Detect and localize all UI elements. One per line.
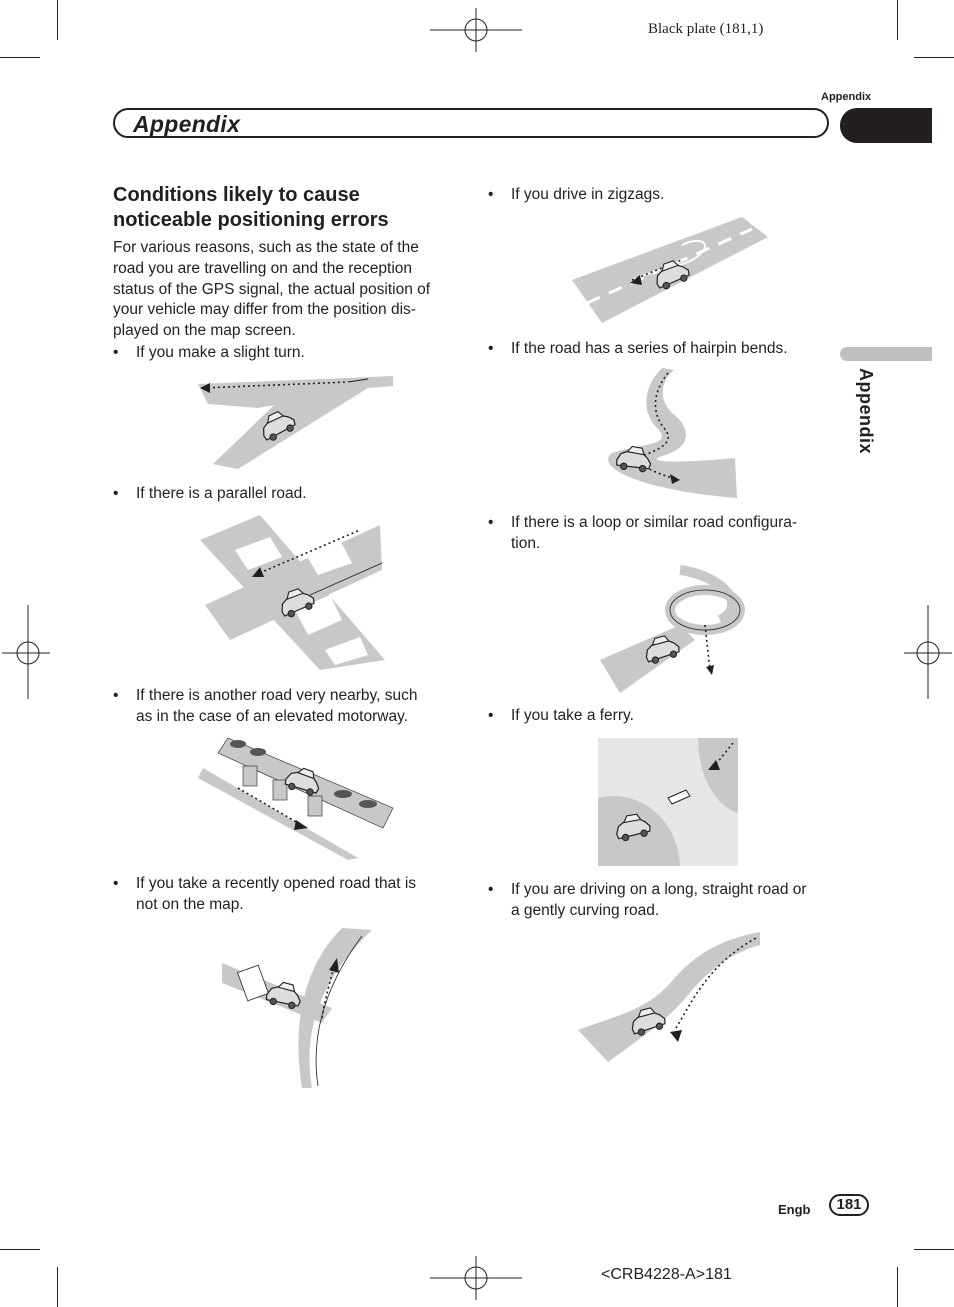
intro-paragraph [113, 238, 458, 342]
chapter-tab [840, 108, 932, 143]
bullet-text: If you make a slight turn. [136, 344, 305, 361]
bullet-dot: • [113, 875, 119, 892]
bullet-line: If you take a recently opened road that is [136, 875, 417, 892]
bullet-dot: • [113, 485, 119, 502]
bullet-dot: • [113, 344, 119, 361]
document-code: <CRB4228-A>181 [601, 1266, 732, 1283]
bullet-text: If you take a ferry. [511, 707, 634, 724]
crop-mark [914, 57, 954, 58]
registration-mark-top [430, 8, 525, 53]
loop-illustration [600, 565, 745, 693]
new-road-illustration [222, 928, 372, 1088]
bullet-line: If there is another road very nearby, such [136, 687, 418, 704]
ferry-illustration [598, 738, 738, 866]
crop-mark [0, 1249, 40, 1250]
intro-line: your vehicle may differ from the position dis- [113, 301, 416, 319]
bullet-dot: • [488, 340, 494, 357]
bullet-dot: • [488, 881, 494, 898]
running-header: Appendix [821, 91, 872, 103]
bullet-line: not on the map. [136, 896, 244, 913]
bullet-parallel-road [113, 483, 453, 505]
bullet-text: If the road has a series of hairpin bends. [511, 340, 788, 357]
bullet-line: a gently curving road. [511, 902, 660, 919]
bullet-dot: • [488, 514, 494, 531]
bullet-straight-road [488, 879, 833, 923]
bullet-loop [488, 512, 833, 556]
chapter-title: Appendix [133, 111, 241, 137]
bullet-text [136, 685, 417, 727]
bullet-text [511, 512, 797, 554]
straight-road-illustration [578, 930, 763, 1065]
registration-mark-bottom [430, 1256, 525, 1301]
language-code: Engb [778, 1202, 811, 1217]
bullet-dot: • [113, 687, 119, 704]
crop-mark [897, 1267, 898, 1307]
crop-mark [0, 57, 40, 58]
bullet-text [136, 873, 416, 915]
intro-line: status of the GPS signal, the actual position of [113, 280, 431, 298]
registration-mark-right [902, 605, 952, 700]
bullet-slight-turn [113, 342, 453, 364]
crop-mark [57, 0, 58, 40]
bullet-new-road [113, 873, 453, 917]
page-number: 181 [829, 1194, 869, 1216]
intro-line: road you are travelling on and the reception [113, 259, 413, 277]
bullet-line: tion. [511, 535, 541, 552]
crop-mark [897, 0, 898, 40]
heading-line: noticeable positioning errors [113, 209, 389, 231]
bullet-line: If there is a loop or similar road configura- [511, 514, 798, 531]
side-tab-label: Appendix [856, 368, 876, 455]
intro-line: played on the map screen. [113, 322, 296, 340]
slight-turn-illustration [198, 374, 398, 472]
bullet-line: If you are driving on a long, straight road or [511, 881, 807, 898]
bullet-ferry [488, 705, 833, 727]
bullet-dot: • [488, 186, 494, 203]
bullet-text: If you drive in zigzags. [511, 186, 665, 203]
bullet-line: as in the case of an elevated motorway. [136, 708, 408, 725]
bullet-text [511, 879, 807, 921]
crop-mark [914, 1249, 954, 1250]
parallel-road-illustration [200, 515, 385, 670]
elevated-road-illustration [198, 738, 398, 860]
bullet-elevated-road [113, 685, 453, 729]
side-tab-marker [840, 347, 932, 361]
chapter-banner [113, 108, 829, 138]
hairpin-illustration [602, 368, 742, 503]
plate-label: Black plate (181,1) [648, 21, 764, 37]
bullet-dot: • [488, 707, 494, 724]
heading-line: Conditions likely to cause [113, 184, 360, 206]
intro-line: For various reasons, such as the state of the [113, 239, 419, 256]
section-heading [113, 183, 473, 233]
bullet-zigzag [488, 184, 833, 206]
zigzag-illustration [572, 215, 772, 325]
registration-mark-left [2, 605, 52, 700]
bullet-text: If there is a parallel road. [136, 485, 307, 502]
bullet-hairpin [488, 338, 833, 360]
crop-mark [57, 1267, 58, 1307]
